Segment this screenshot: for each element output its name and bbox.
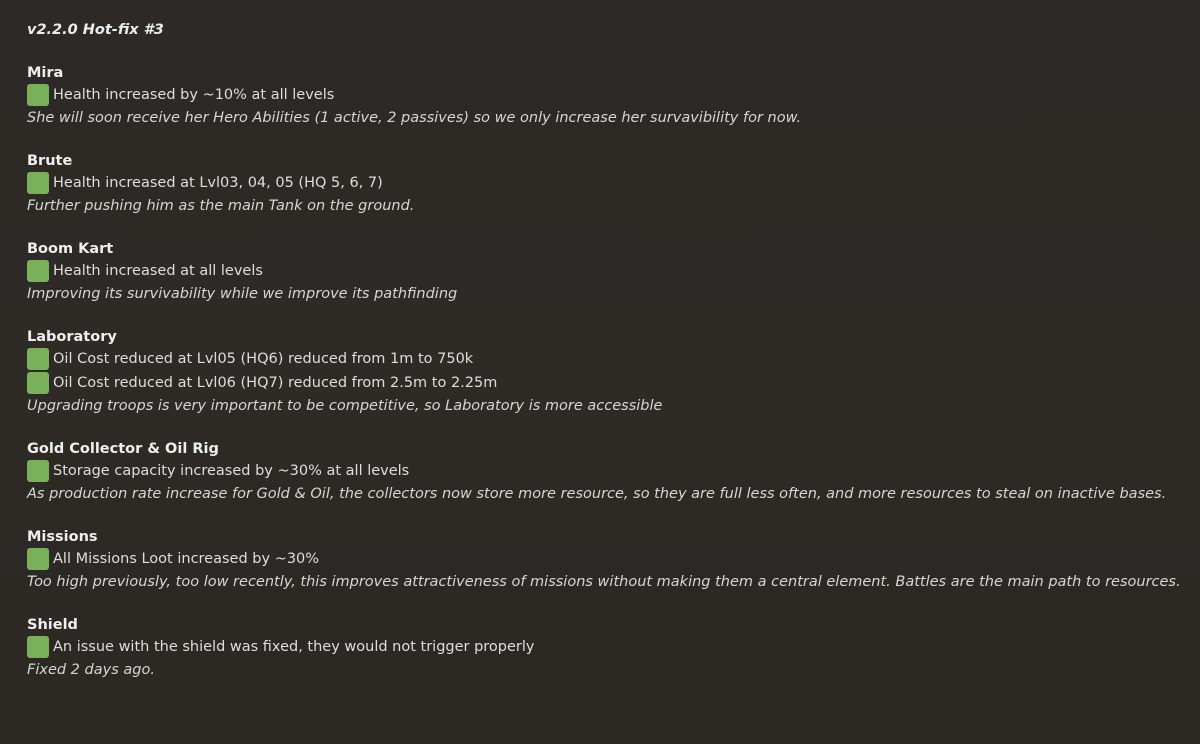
green-square-icon — [27, 372, 49, 394]
green-square-icon — [27, 84, 49, 106]
change-item — [27, 347, 1180, 371]
green-square-icon — [27, 348, 49, 370]
section-note: As production rate increase for Gold & Oil, the collectors now store more resource, so they are full less often, and more resources to steal on inactive bases. — [27, 486, 1167, 502]
section-boom-kart — [27, 239, 1180, 305]
change-text: An issue with the shield was fixed, they would not trigger properly — [53, 639, 535, 655]
section-missions — [27, 527, 1180, 593]
patch-title: v2.2.0 Hot-fix #3 — [27, 22, 164, 38]
section-heading: Boom Kart — [27, 241, 114, 257]
green-square-icon — [27, 548, 49, 570]
green-square-icon — [27, 636, 49, 658]
change-text: Storage capacity increased by ~30% at all levels — [53, 463, 410, 479]
change-text: Health increased by ~10% at all levels — [53, 87, 335, 103]
section-heading: Gold Collector & Oil Rig — [27, 441, 219, 457]
section-shield — [27, 615, 1180, 681]
change-item — [27, 83, 1180, 107]
section-heading: Shield — [27, 617, 78, 633]
green-square-icon — [27, 260, 49, 282]
change-item — [27, 371, 1180, 395]
section-heading: Missions — [27, 529, 98, 545]
change-text: Health increased at all levels — [53, 263, 263, 279]
change-item — [27, 547, 1180, 571]
section-note: Too high previously, too low recently, this improves attractiveness of missions without making them a central element. Battles are the main path to resources. — [27, 574, 1181, 590]
section-note: Improving its survivability while we improve its pathfinding — [27, 286, 458, 302]
section-heading: Mira — [27, 65, 64, 81]
change-text: Oil Cost reduced at Lvl05 (HQ6) reduced from 1m to 750k — [53, 351, 474, 367]
green-square-icon — [27, 172, 49, 194]
change-text: Oil Cost reduced at Lvl06 (HQ7) reduced from 2.5m to 2.25m — [53, 375, 498, 391]
change-text: All Missions Loot increased by ~30% — [53, 551, 320, 567]
section-note: She will soon receive her Hero Abilities (1 active, 2 passives) so we only increase her survavibility for now. — [27, 110, 802, 126]
section-mira — [27, 63, 1180, 129]
section-heading: Laboratory — [27, 329, 117, 345]
section-note: Fixed 2 days ago. — [27, 662, 155, 678]
green-square-icon — [27, 460, 49, 482]
change-item — [27, 459, 1180, 483]
change-text: Health increased at Lvl03, 04, 05 (HQ 5, 6, 7) — [53, 175, 383, 191]
sections-list — [27, 63, 1180, 681]
section-note: Further pushing him as the main Tank on the ground. — [27, 198, 415, 214]
change-item — [27, 171, 1180, 195]
change-item — [27, 259, 1180, 283]
section-note: Upgrading troops is very important to be competitive, so Laboratory is more accessible — [27, 398, 663, 414]
section-laboratory — [27, 327, 1180, 417]
section-brute — [27, 151, 1180, 217]
section-gold-collector-oil-rig — [27, 439, 1180, 505]
change-item — [27, 635, 1180, 659]
patch-notes — [27, 19, 1180, 681]
section-heading: Brute — [27, 153, 73, 169]
